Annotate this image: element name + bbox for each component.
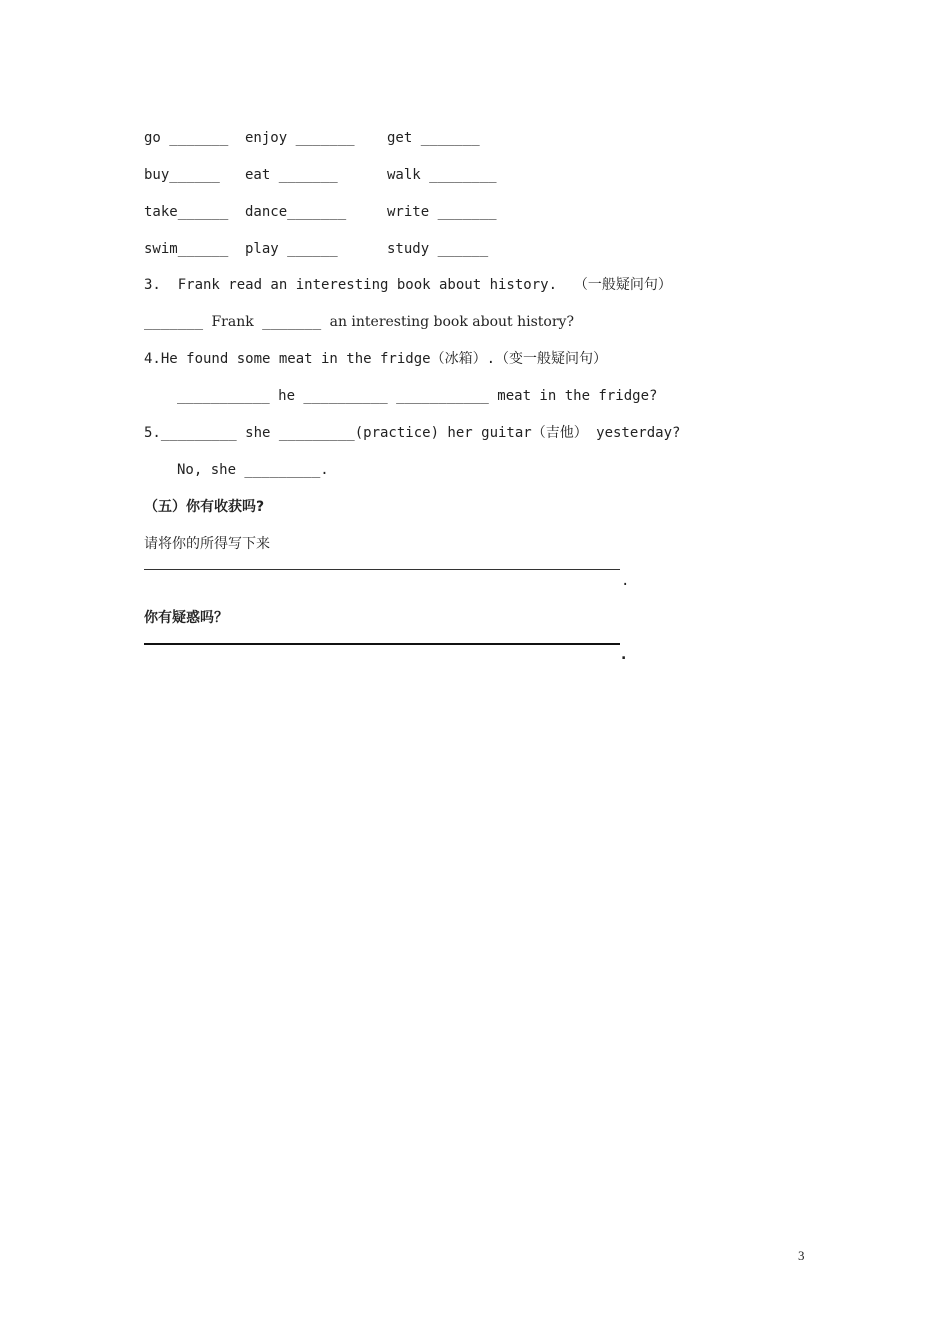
question-5-prompt: 5._________ she _________(practice) her guitar（吉他） yesterday?	[144, 425, 681, 441]
question-3-prompt: 3. Frank read an interesting book about history. （一般疑问句）	[144, 277, 672, 293]
q3-rest: an interesting book about history?	[329, 314, 574, 330]
verb-walk: walk ________	[387, 167, 497, 183]
verb-go: go _______	[144, 130, 229, 146]
verb-swim: swim______	[144, 241, 229, 257]
answer-rule-2-period: .	[621, 647, 627, 663]
question-5-answer: No, she _________.	[177, 462, 329, 478]
verb-study: study ______	[387, 241, 489, 257]
verb-buy: buy______	[144, 167, 220, 183]
verb-take: take______	[144, 204, 229, 220]
question-4-prompt: 4.He found some meat in the fridge（冰箱）.（变一般疑问句）	[144, 351, 608, 367]
answer-rule-2	[144, 643, 620, 645]
page-number: 3	[798, 1248, 805, 1263]
answer-rule-1-period: .	[621, 573, 630, 589]
section-5-instruction: 请将你的所得写下来	[144, 536, 270, 552]
doubt-heading: 你有疑惑吗？	[144, 610, 228, 626]
verb-get: get _______	[387, 130, 480, 146]
question-3-answer	[144, 312, 574, 332]
q3-blank-1: _______	[144, 314, 204, 330]
q3-blank-2: _______	[262, 314, 322, 330]
verb-play: play ______	[245, 241, 338, 257]
verb-enjoy: enjoy _______	[245, 130, 355, 146]
verb-dance: dance_______	[245, 204, 347, 220]
verb-eat: eat _______	[245, 167, 338, 183]
q3-frank: Frank	[211, 314, 254, 330]
section-5-heading: （五）你有收获吗?	[144, 499, 265, 515]
verb-write: write _______	[387, 204, 497, 220]
answer-rule-1	[144, 569, 620, 570]
question-4-answer: ___________ he __________ ___________ meat in the fridge?	[177, 388, 658, 404]
